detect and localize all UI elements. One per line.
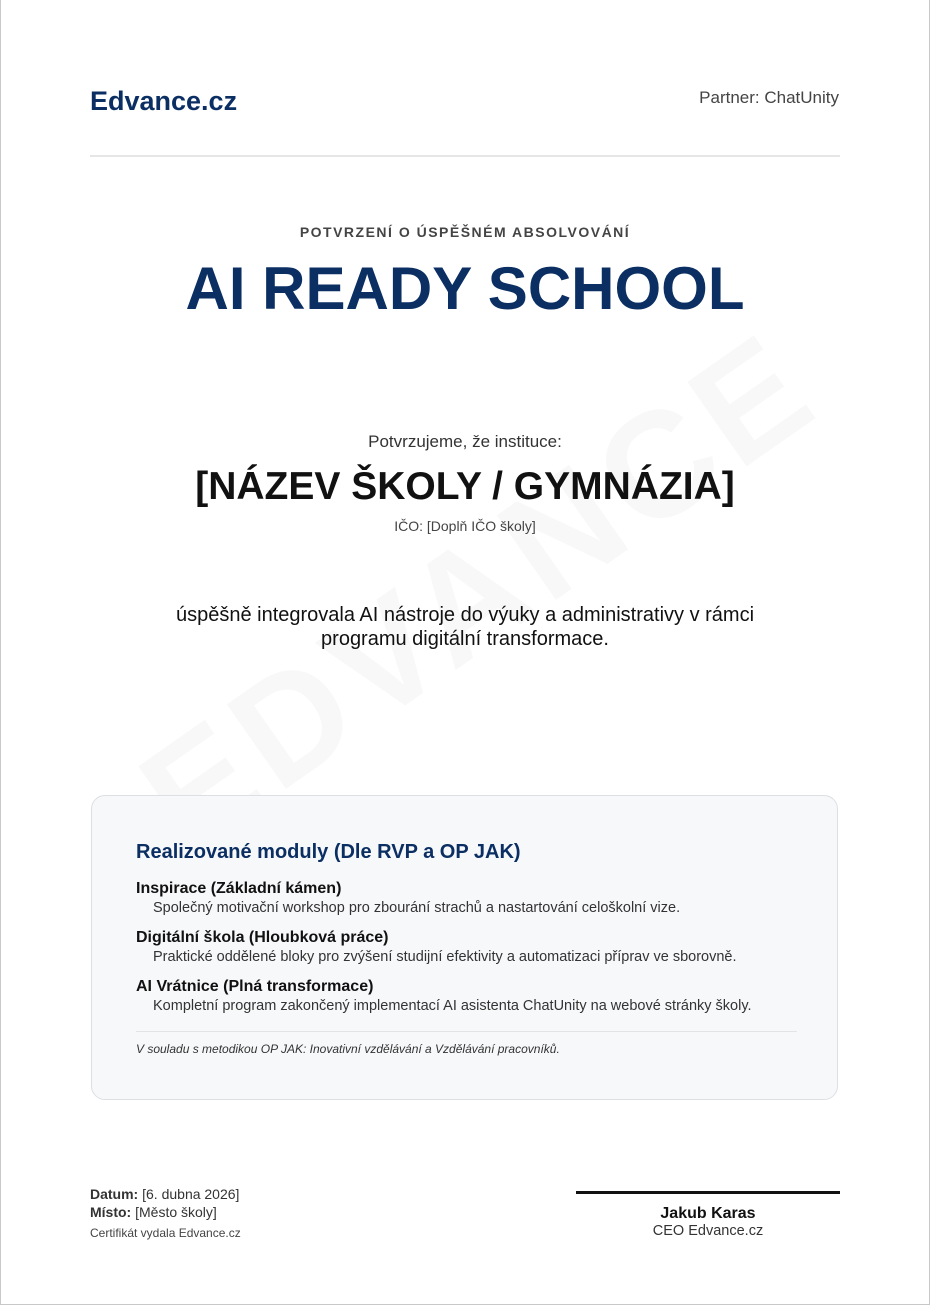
modules-title: Realizované moduly (Dle RVP a OP JAK): [136, 841, 521, 863]
school-name: [NÁZEV ŠKOLY / GYMNÁZIA]: [195, 465, 735, 508]
date-value: [6. dubna 2026]: [142, 1186, 240, 1202]
school-ico: IČO: [Doplň IČO školy]: [394, 518, 536, 534]
signer-role: CEO Edvance.cz: [652, 1223, 764, 1239]
place-line: [90, 1204, 217, 1220]
achievement-statement: úspěšně integrovala AI nástroje do výuky a administrativy v rámci programu digitální transformace.: [175, 604, 755, 650]
module-name: Digitální škola (Hloubková práce): [136, 929, 389, 946]
module-description: Společný motivační workshop pro zbourání strachů a nastartování celoškolní vize.: [153, 900, 681, 916]
partner-label: Partner: ChatUnity: [699, 88, 839, 107]
certificate-subtitle: POTVRZENÍ O ÚSPĚŠNÉM ABSOLVOVÁNÍ: [299, 224, 631, 240]
place-label: Místo:: [90, 1204, 132, 1220]
modules-panel: [91, 795, 838, 1100]
module-description: Kompletní program zakončený implementací AI asistenta ChatUnity na webové stránky školy.: [153, 998, 752, 1014]
modules-note: V souladu s metodikou OP JAK: Inovativní vzdělávání a Vzdělávání pracovníků.: [136, 1042, 560, 1056]
confirm-text: Potvrzujeme, že instituce:: [368, 432, 562, 451]
brand-logo-text: Edvance.cz: [90, 86, 238, 116]
module-description: Praktické oddělené bloky pro zvýšení studijní efektivity a automatizaci příprav ve sborovně.: [153, 949, 737, 965]
date-label: Datum:: [90, 1186, 139, 1202]
modules-divider: [136, 1031, 797, 1032]
signer-name: Jakub Karas: [660, 1205, 756, 1222]
signature-line: [576, 1191, 840, 1194]
place-value: [Město školy]: [135, 1204, 217, 1220]
header-divider: [90, 155, 840, 157]
certificate-title: AI READY SCHOOL: [185, 255, 745, 322]
date-line: [90, 1186, 239, 1202]
issued-by: Certifikát vydala Edvance.cz: [90, 1226, 241, 1240]
module-name: AI Vrátnice (Plná transformace): [136, 978, 374, 995]
module-name: Inspirace (Základní kámen): [136, 880, 342, 897]
